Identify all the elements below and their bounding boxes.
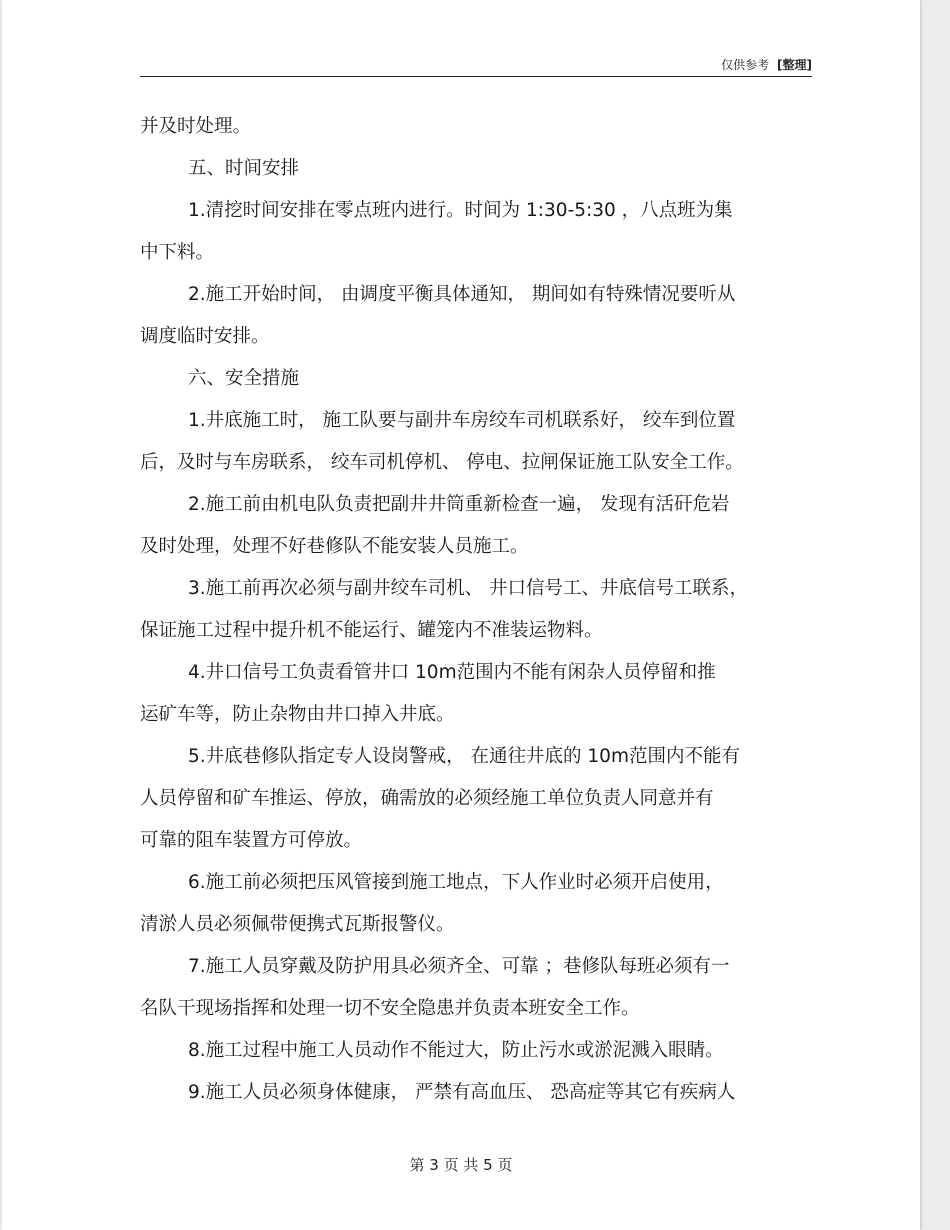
document-page [2, 0, 920, 1230]
text-line: 中下料。 [140, 242, 215, 263]
text-line: 并及时处理。 [140, 116, 252, 137]
text-line: 1.清挖时间安排在零点班内进行。时间为 1:30-5:30 ，八点班为集 [188, 200, 733, 221]
text-line: 清淤人员必须佩带便携式瓦斯报警仪。 [140, 914, 455, 935]
text-line: 后，及时与车房联系， 绞车司机停机、 停电、拉闸保证施工队安全工作。 [140, 452, 744, 473]
text-line: 4.井口信号工负责看管井口 10m范围内不能有闲杂人员停留和推 [188, 662, 716, 683]
text-line: 运矿车等，防止杂物由井口掉入井底。 [140, 704, 455, 725]
text-line: 保证施工过程中提升机不能运行、罐笼内不准装运物料。 [140, 620, 603, 641]
text-line: 3.施工前再次必须与副井绞车司机、 井口信号工、井底信号工联系， [188, 578, 749, 599]
text-line: 及时处理，处理不好巷修队不能安装人员施工。 [140, 536, 529, 557]
page-header [140, 56, 812, 77]
text-line: 2.施工前由机电队负责把副井井筒重新检查一遍， 发现有活矸危岩 [188, 494, 730, 515]
section-heading-time-arrangement: 五、时间安排 [188, 158, 300, 179]
header-note: 仅供参考 [721, 58, 770, 72]
text-line: 调度临时安排。 [140, 326, 270, 347]
text-line: 7.施工人员穿戴及防护用具必须齐全、可靠 ；巷修队每班必须有一 [188, 956, 730, 977]
text-line: 5.井底巷修队指定专人设岗警戒， 在通往井底的 10m范围内不能有 [188, 746, 740, 767]
text-line: 2.施工开始时间， 由调度平衡具体通知， 期间如有特殊情况要听从 [188, 284, 736, 305]
text-line: 8.施工过程中施工人员动作不能过大，防止污水或淤泥溅入眼睛。 [188, 1040, 724, 1061]
document-body [140, 106, 812, 1114]
text-line: 9.施工人员必须身体健康， 严禁有高血压、 恐高症等其它有疾病人 [188, 1082, 736, 1103]
section-heading-safety-measures: 六、安全措施 [188, 368, 300, 389]
text-line: 1.井底施工时， 施工队要与副井车房绞车司机联系好， 绞车到位置 [188, 410, 736, 431]
page-footer: 第 3 页 共 5 页 [409, 1156, 513, 1174]
header-tag: [整理] [777, 58, 812, 72]
text-line: 人员停留和矿车推运、停放，确需放的必须经施工单位负责人同意并有 [140, 788, 714, 809]
text-line: 名队干现场指挥和处理一切不安全隐患并负责本班安全工作。 [140, 998, 640, 1019]
text-line: 6.施工前必须把压风管接到施工地点，下人作业时必须开启使用， [188, 872, 724, 893]
text-line: 可靠的阻车装置方可停放。 [140, 830, 363, 851]
